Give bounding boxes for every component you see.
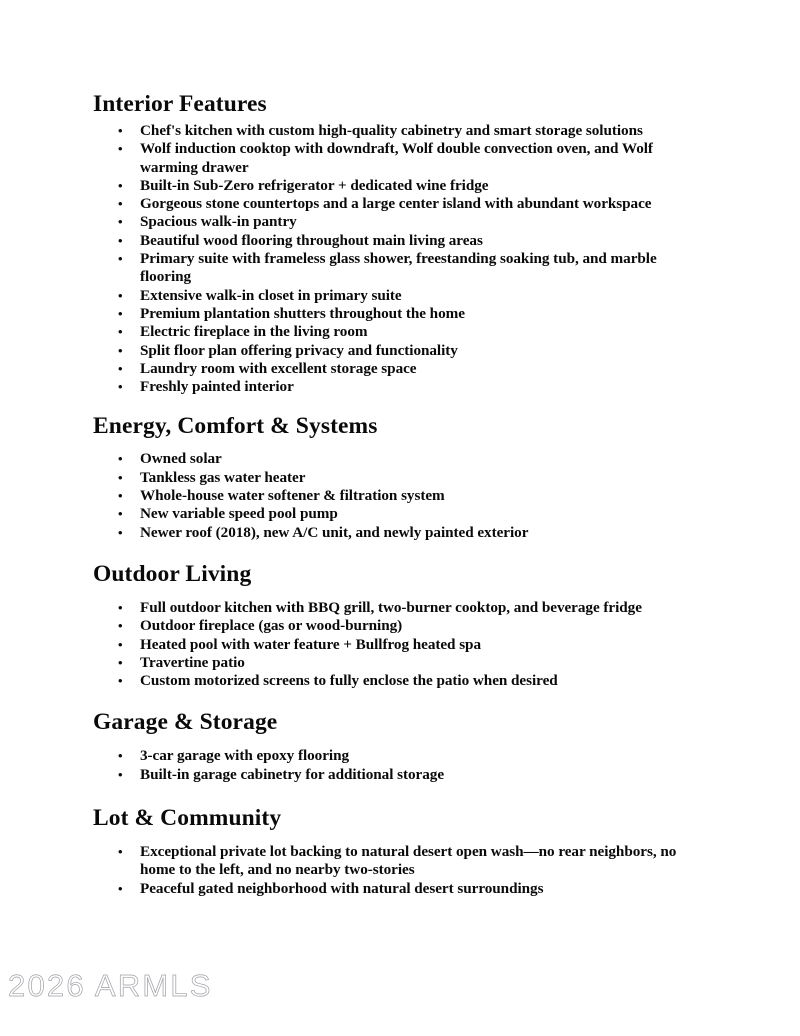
section-garage-storage [93, 708, 707, 784]
section-lot-community [93, 804, 707, 898]
list-item: • Exceptional private lot backing to natural desert open wash—no rear neighbors, no home to the left, and no nearby two-stories [93, 843, 707, 880]
list-item: • Chef's kitchen with custom high-quality cabinetry and smart storage solutions [93, 122, 707, 140]
list-item: • Laundry room with excellent storage space [93, 360, 707, 378]
list-item: • Tankless gas water heater [93, 469, 707, 487]
list-item: • Heated pool with water feature + Bullfrog heated spa [93, 636, 707, 654]
document-content [93, 90, 707, 898]
section-energy-comfort-systems [93, 412, 707, 541]
list-item: • Whole-house water softener & filtration system [93, 487, 707, 505]
list-item: • Outdoor fireplace (gas or wood-burning) [93, 617, 707, 635]
list-item: • Gorgeous stone countertops and a large center island with abundant workspace [93, 195, 707, 213]
list-item: • Beautiful wood flooring throughout main living areas [93, 232, 707, 250]
section-heading-interior-features: Interior Features [93, 91, 267, 117]
list-item: • Wolf induction cooktop with downdraft, Wolf double convection oven, and Wolf warming drawer [93, 140, 707, 177]
section-interior-features [93, 90, 707, 396]
section-heading-outdoor-living: Outdoor Living [93, 560, 252, 587]
list-item: • Full outdoor kitchen with BBQ grill, two-burner cooktop, and beverage fridge [93, 599, 707, 617]
list-item: • Peaceful gated neighborhood with natural desert surroundings [93, 880, 707, 898]
list-item: • Split floor plan offering privacy and functionality [93, 342, 707, 360]
feature-list-interior-features [93, 122, 707, 396]
list-item: • Spacious walk-in pantry [93, 213, 707, 231]
feature-list-energy-comfort-systems [93, 450, 707, 541]
section-heading-lot-community: Lot & Community [93, 805, 282, 832]
list-item: • Newer roof (2018), new A/C unit, and newly painted exterior [93, 524, 707, 542]
list-item: • Built-in garage cabinetry for additional storage [93, 766, 707, 784]
list-item: • Extensive walk-in closet in primary suite [93, 287, 707, 305]
list-item: • Built-in Sub-Zero refrigerator + dedicated wine fridge [93, 177, 707, 195]
list-item: • Primary suite with frameless glass shower, freestanding soaking tub, and marble flooring [93, 250, 707, 287]
list-item: • 3-car garage with epoxy flooring [93, 747, 707, 765]
section-heading-energy-comfort-systems: Energy, Comfort & Systems [93, 413, 378, 440]
list-item: • Travertine patio [93, 654, 707, 672]
feature-list-lot-community [93, 843, 707, 898]
feature-list-garage-storage [93, 747, 707, 784]
list-item: • Custom motorized screens to fully enclose the patio when desired [93, 672, 707, 690]
section-heading-garage-storage: Garage & Storage [93, 709, 278, 736]
list-item: • Freshly painted interior [93, 378, 707, 396]
list-item: • Electric fireplace in the living room [93, 323, 707, 341]
section-outdoor-living [93, 560, 707, 690]
list-item: • Premium plantation shutters throughout the home [93, 305, 707, 323]
list-item: • New variable speed pool pump [93, 505, 707, 523]
list-item: • Owned solar [93, 450, 707, 468]
feature-list-outdoor-living [93, 599, 707, 690]
armls-watermark: 2026 ARMLS [8, 968, 213, 1003]
